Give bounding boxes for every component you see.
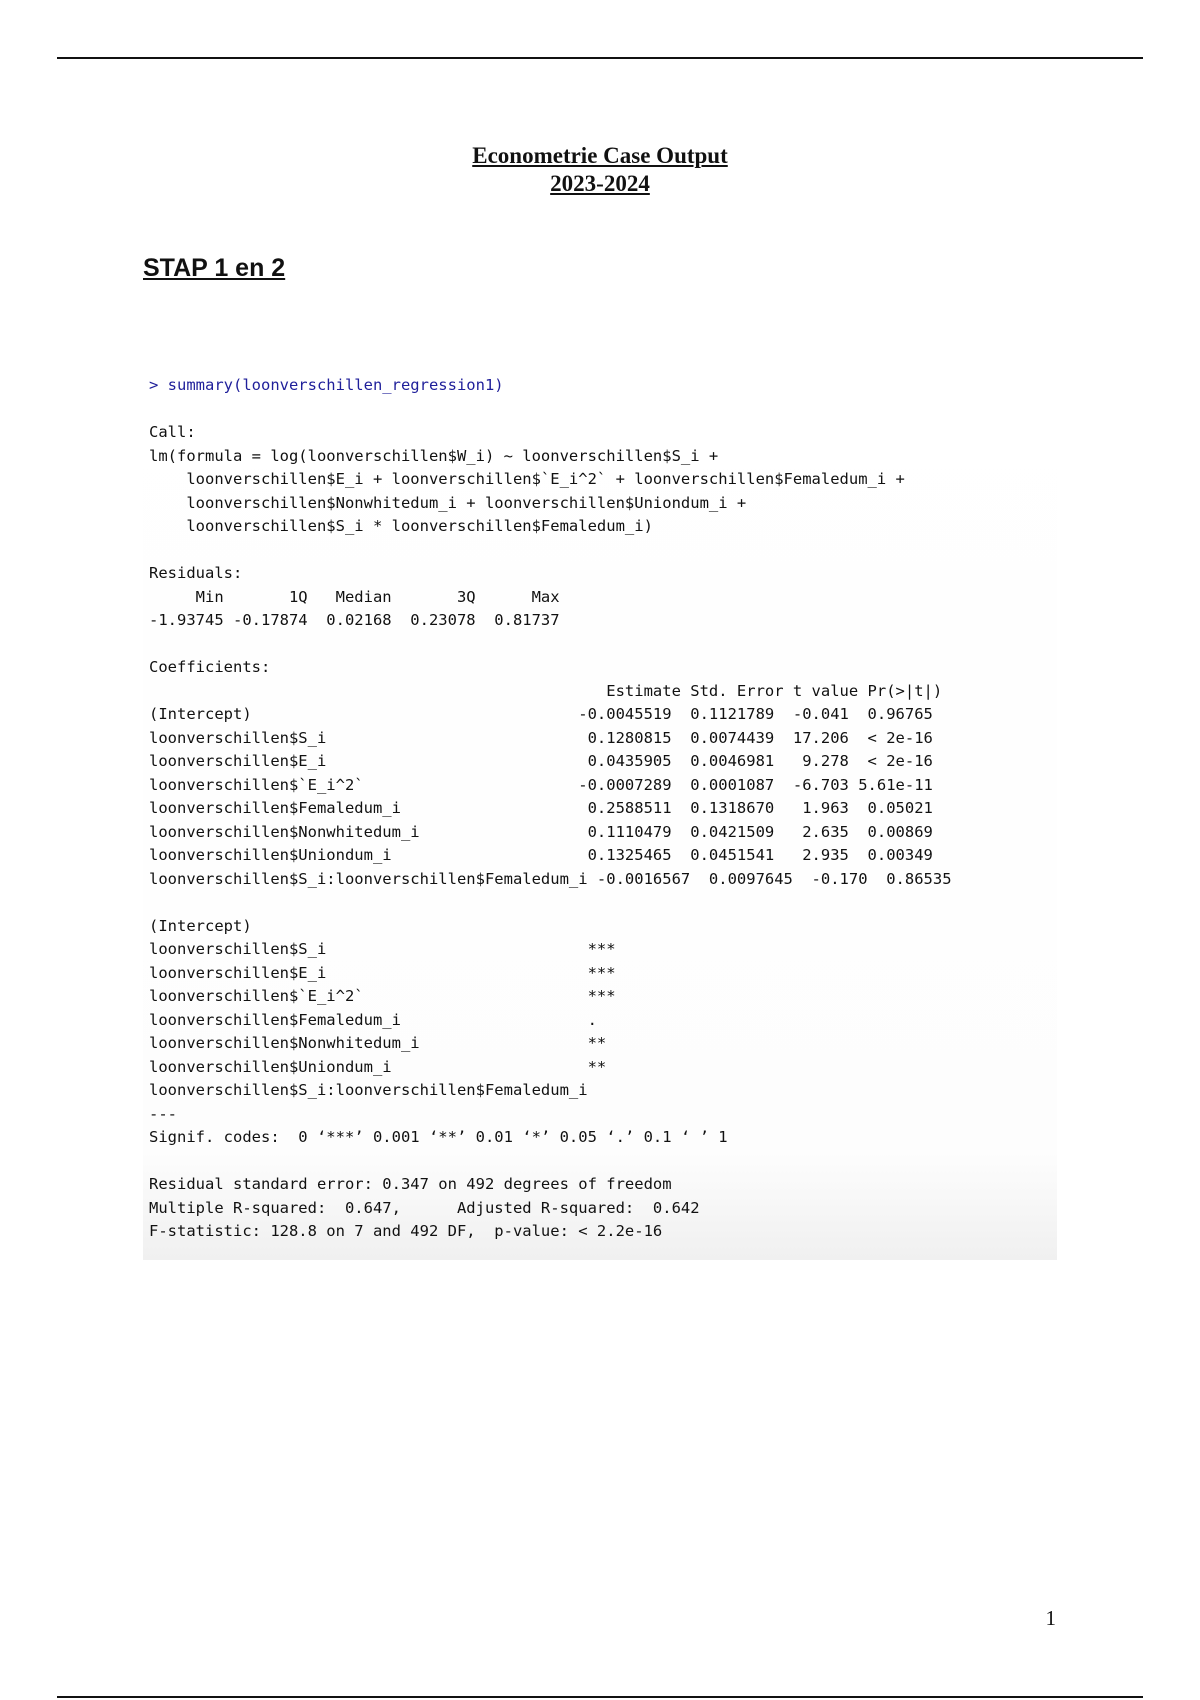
console-line: F-statistic: 128.8 on 7 and 492 DF, p-value: < 2.2e-16 (149, 1222, 663, 1240)
title-line-2: 2023-2024 (550, 171, 650, 196)
console-line: loonverschillen$Femaledum_i . (149, 1010, 597, 1029)
console-prompt: > summary(loonverschillen_regression1) (149, 376, 504, 394)
console-line: loonverschillen$S_i:loonverschillen$Femaledum_i (149, 1081, 588, 1099)
console-line: loonverschillen$E_i + loonverschillen$`E_i^2` + loonverschillen$Femaledum_i + (186, 470, 905, 488)
page-number: 1 (1045, 1606, 1056, 1630)
header-rule (57, 57, 1143, 59)
console-line: Estimate Std. Error t value Pr(>|t|) (606, 681, 943, 700)
console-line: Min 1Q Median 3Q Max (195, 587, 560, 606)
console-line: loonverschillen$Femaledum_i 0.2588511 0.1318670 1.963 0.05021 (149, 799, 933, 817)
console-line: (Intercept) -0.0045519 0.1121789 -0.041 0.96765 (149, 705, 933, 723)
console-line: loonverschillen$Nonwhitedum_i 0.1110479 0.0421509 2.635 0.00869 (149, 822, 933, 841)
title-line-1: Econometrie Case Output (472, 143, 728, 168)
console-body (149, 423, 952, 1240)
console-line: loonverschillen$S_i:loonverschillen$Femaledum_i -0.0016567 0.0097645 -0.170 0.86535 (149, 869, 952, 888)
console-line: Signif. codes: 0 ‘***’ 0.001 ‘**’ 0.01 ‘*’ 0.05 ‘.’ 0.1 ‘ ’ 1 (149, 1128, 728, 1146)
console-line: loonverschillen$`E_i^2` *** (149, 987, 616, 1005)
document-title (0, 142, 1200, 198)
console-line: (Intercept) (149, 916, 252, 935)
console-line: loonverschillen$Uniondum_i ** (149, 1057, 607, 1076)
console-line: loonverschillen$Nonwhitedum_i + loonverschillen$Uniondum_i + (186, 493, 747, 512)
section-heading: STAP 1 en 2 (143, 254, 286, 282)
console-line: loonverschillen$S_i 0.1280815 0.0074439 17.206 < 2e-16 (149, 728, 933, 747)
console-line: --- (149, 1104, 177, 1123)
console-line: Residual standard error: 0.347 on 492 degrees of freedom (149, 1175, 672, 1193)
console-line: Multiple R-squared: 0.647, Adjusted R-squared: 0.642 (149, 1198, 700, 1217)
console-line: Residuals: (149, 564, 243, 582)
console-line: loonverschillen$S_i *** (149, 940, 616, 958)
console-line: Coefficients: (149, 658, 271, 676)
console-line: loonverschillen$Uniondum_i 0.1325465 0.0451541 2.935 0.00349 (149, 846, 933, 864)
console-line: lm(formula = log(loonverschillen$W_i) ~ loonverschillen$S_i + (149, 446, 719, 465)
footer-rule (57, 1696, 1143, 1698)
console-line: loonverschillen$`E_i^2` -0.0007289 0.0001087 -6.703 5.61e-11 (149, 775, 933, 794)
console-text (149, 374, 952, 1244)
console-line: loonverschillen$Nonwhitedum_i ** (149, 1034, 607, 1052)
console-line: -1.93745 -0.17874 0.02168 0.23078 0.81737 (149, 611, 560, 629)
console-line: Call: (149, 423, 196, 441)
console-line: loonverschillen$S_i * loonverschillen$Femaledum_i) (186, 517, 653, 535)
console-line: loonverschillen$E_i 0.0435905 0.0046981 9.278 < 2e-16 (149, 752, 933, 770)
r-console-output (143, 368, 1057, 1260)
console-line: loonverschillen$E_i *** (149, 963, 616, 982)
